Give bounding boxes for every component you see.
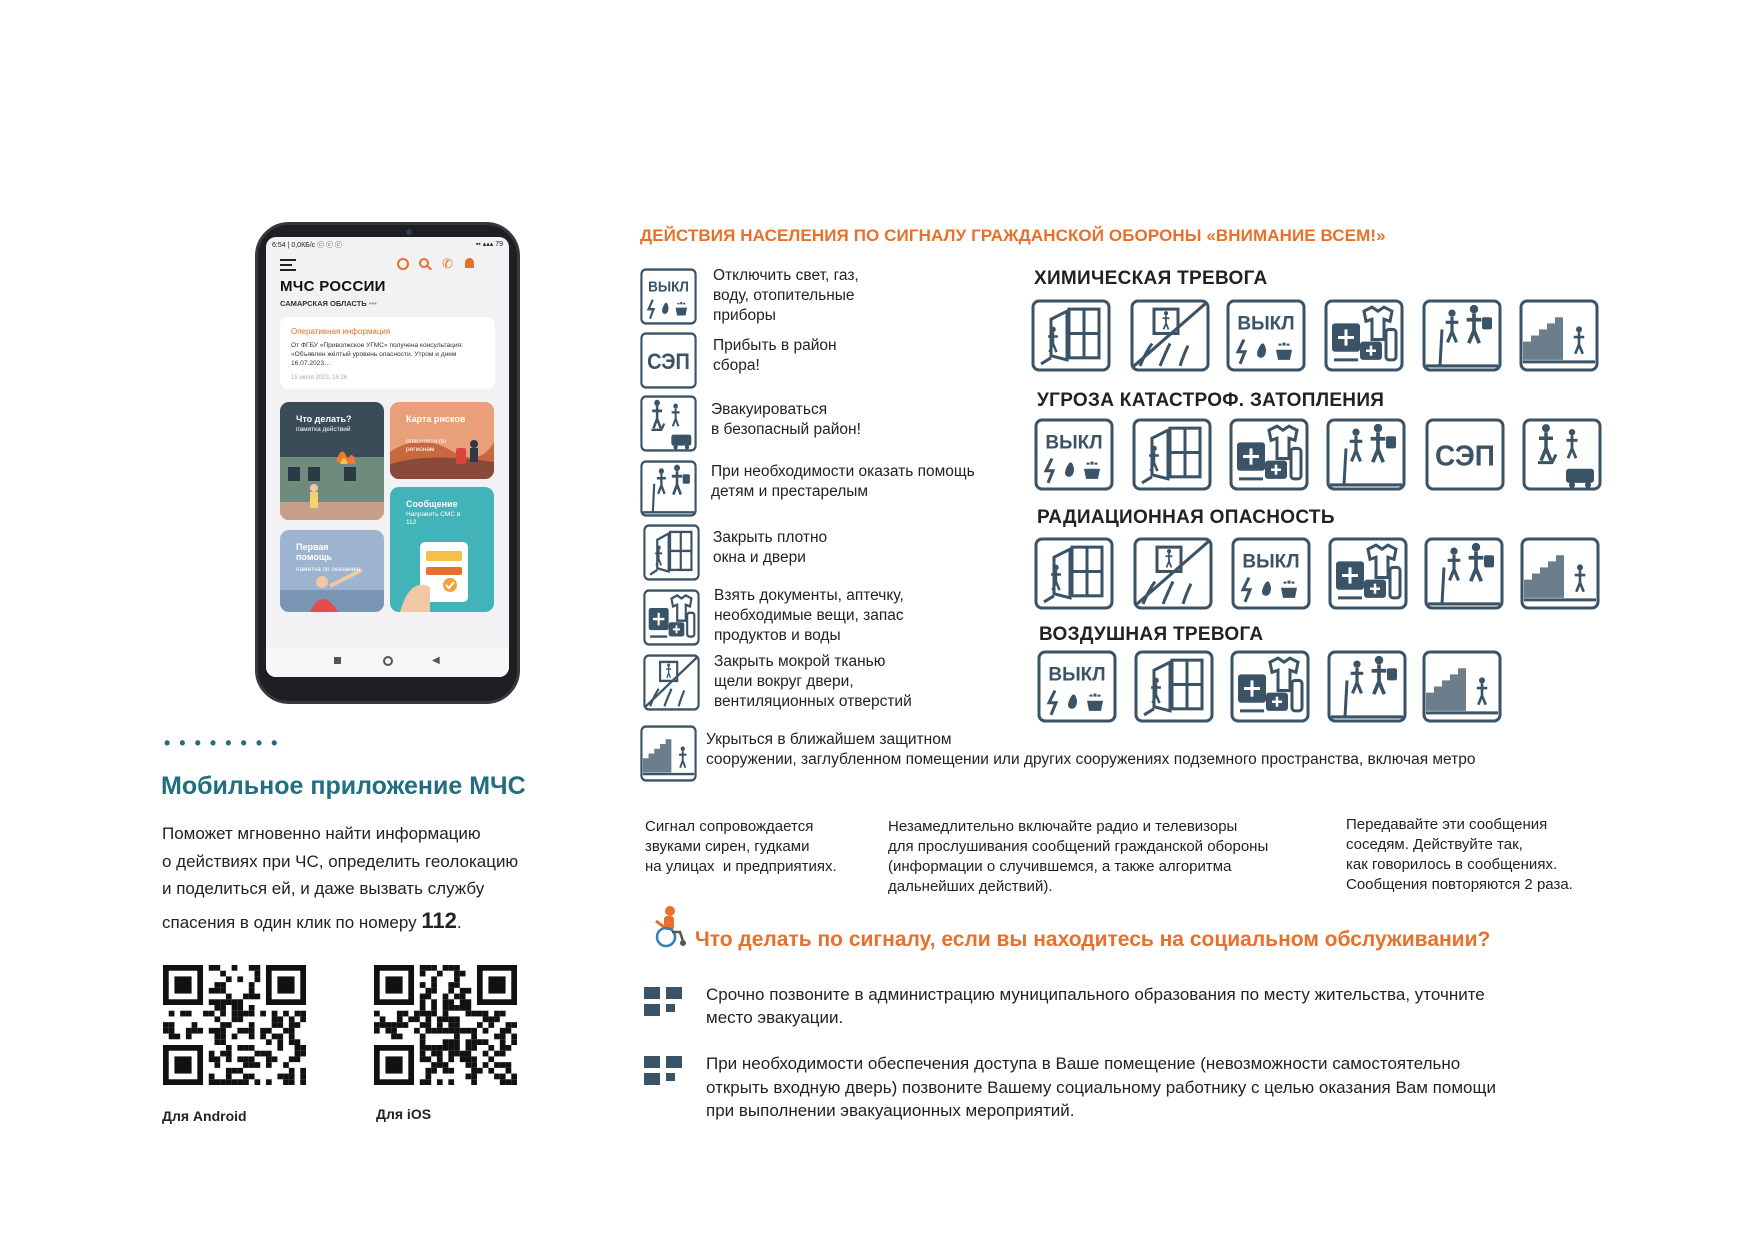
info-card[interactable]	[280, 317, 495, 389]
status-left: 6:54 | 0,0КБ/с ⓒ ⓒ ⓒ	[272, 242, 343, 249]
desc-line: и поделиться ей, и даже вызвать службу	[162, 879, 485, 898]
card-message[interactable]	[390, 487, 494, 612]
take-kit-icon	[1229, 418, 1309, 491]
main-header: ДЕЙСТВИЯ НАСЕЛЕНИЯ ПО СИГНАЛУ ГРАЖДАНСКОЙ ОБОРОНЫ «ВНИМАНИЕ ВСЕМ!»	[640, 226, 1386, 245]
qr-android-label: Для Android	[162, 1108, 247, 1124]
help-elderly-icon	[1422, 299, 1502, 372]
decorative-dots: • • • • • • • •	[164, 733, 280, 753]
legend-text: Эвакуироваться в безопасный район!	[711, 401, 861, 438]
legend-text: Закрыть мокрой тканью щели вокруг двери, вентиляционных отверстий	[714, 653, 912, 710]
emergency-number: 112	[421, 907, 457, 933]
info-text: От ФГБУ «Приволжское УГМС» получена консультация: «Объявлен жёлтый уровень опасности. Утром и днем 16.07.2023…	[291, 342, 463, 367]
note-neighbors: Передавайте эти сообщения соседям. Действуйте так, как говорилось в сообщениях. Сообщения повторяются 2 раза.	[1346, 816, 1573, 893]
phone-icon[interactable]: ✆	[442, 256, 453, 271]
evacuate-icon	[1522, 418, 1602, 491]
legend-text: Закрыть плотно окна и двери	[713, 529, 828, 566]
evacuate-icon	[640, 395, 697, 452]
social-item: Срочно позвоните в администрацию муниципального образования по месту жительства, уточните место эвакуации.	[706, 985, 1485, 1027]
svg-text:СЭП: СЭП	[647, 350, 690, 375]
phone-nav-bar	[266, 647, 509, 677]
phone-mockup	[255, 222, 520, 704]
shelter-icon	[1520, 537, 1600, 610]
help-elderly-icon	[640, 460, 697, 517]
seal-door-icon	[1133, 537, 1213, 610]
card-title: Что делать?	[296, 414, 352, 424]
card-title: Сообщение	[406, 499, 458, 509]
svg-text:ВЫКЛ: ВЫКЛ	[1045, 432, 1103, 454]
app-region[interactable]: САМАРСКАЯ ОБЛАСТЬ •••	[280, 299, 377, 308]
legend-text: При необходимости оказать помощь детям и престарелым	[711, 463, 975, 500]
qr-code-android-image	[163, 965, 306, 1085]
social-question: Что делать по сигналу, если вы находитесь на социальном обслуживании?	[695, 928, 1491, 951]
sep-icon	[640, 332, 697, 389]
legend-text: Взять документы, аптечку, необходимые вещи, запас продуктов и воды	[714, 587, 904, 644]
qr-code-android[interactable]	[163, 965, 306, 1085]
help-elderly-icon	[1326, 418, 1406, 491]
power-off-icon	[640, 268, 697, 325]
social-item: При необходимости обеспечения доступа в Ваше помещение (невозможности самостоятельно открыть входную дверь) позвоните Вашему социальному работнику с целью оказания Вам помощи при выполнении эвакуационных мероприятий.	[706, 1054, 1496, 1120]
section-title-chemical: ХИМИЧЕСКАЯ ТРЕВОГА	[1034, 268, 1268, 289]
seal-door-icon	[643, 654, 700, 711]
shelter-icon	[640, 725, 697, 782]
note-radio: Незамедлительно включайте радио и телевизоры для прослушивания сообщений гражданской обороны (информации о случившемся, а также алгоритма дальнейших действий).	[888, 818, 1269, 895]
close-windows-icon	[1034, 537, 1114, 610]
power-off-icon	[1037, 650, 1117, 723]
app-brand: МЧС РОССИИ	[280, 278, 386, 295]
card-subtitle: памятка по оказанию	[296, 566, 361, 573]
desc-line: Поможет мгновенно найти информацию	[162, 824, 481, 843]
info-title: Оперативная информация	[291, 327, 391, 336]
recent-apps-button[interactable]	[334, 657, 341, 664]
globe-icon[interactable]	[397, 258, 409, 270]
power-off-icon	[1226, 299, 1306, 372]
note-sirens: Сигнал сопровождается звуками сирен, гудками на улицах и предприятиях.	[645, 818, 837, 875]
status-bar	[266, 237, 509, 251]
legend-text: Отключить свет, газ, воду, отопительные приборы	[713, 267, 859, 324]
bell-icon[interactable]	[465, 258, 474, 268]
app-description	[162, 820, 518, 936]
wheelchair-icon	[650, 905, 690, 949]
help-elderly-icon	[1327, 650, 1407, 723]
section-title-radiation: РАДИАЦИОННАЯ ОПАСНОСТЬ	[1037, 507, 1335, 528]
seal-door-icon	[1130, 299, 1210, 372]
help-elderly-icon	[1424, 537, 1504, 610]
svg-text:ВЫКЛ: ВЫКЛ	[1048, 664, 1106, 686]
card-risk-map[interactable]	[390, 402, 494, 479]
status-right: ▪▪ ▴▴▴ 79	[475, 241, 503, 248]
take-kit-icon	[643, 589, 700, 646]
card-title: Первая помощь	[296, 542, 332, 562]
svg-text:СЭП: СЭП	[1435, 439, 1495, 472]
qr-ios-label: Для iOS	[376, 1106, 432, 1122]
qr-code-ios[interactable]	[374, 965, 517, 1085]
close-windows-icon	[1031, 299, 1111, 372]
home-button[interactable]	[383, 656, 393, 666]
power-off-icon	[1034, 418, 1114, 491]
close-windows-icon	[643, 524, 700, 581]
take-kit-icon	[1230, 650, 1310, 723]
card-subtitle: памятка действий	[296, 426, 351, 433]
svg-text:ВЫКЛ: ВЫКЛ	[1242, 551, 1300, 573]
menu-icon[interactable]	[280, 259, 296, 271]
app-title: Мобильное приложение МЧС	[161, 772, 526, 800]
phone-screen	[266, 237, 509, 677]
shelter-icon	[1422, 650, 1502, 723]
back-button[interactable]: ◀	[432, 655, 440, 666]
svg-text:ВЫКЛ: ВЫКЛ	[1237, 313, 1295, 335]
card-title: Карта рисков	[406, 414, 466, 424]
bullet-icon	[644, 1056, 684, 1088]
legend-text: Укрыться в ближайшем защитном сооружении, заглубленном помещении или других сооружениях подземного пространства, включая метро	[706, 731, 1476, 768]
info-date: 15 июля 2023, 15:26	[291, 375, 348, 381]
close-windows-icon	[1134, 650, 1214, 723]
sep-icon	[1425, 418, 1505, 491]
desc-line: о действиях при ЧС, определить геолокацию	[162, 851, 519, 871]
section-title-air-raid: ВОЗДУШНАЯ ТРЕВОГА	[1039, 624, 1264, 645]
search-icon-handle	[427, 266, 432, 271]
section-title-flood: УГРОЗА КАТАСТРОФ. ЗАТОПЛЕНИЯ	[1037, 390, 1385, 411]
svg-text:ВЫКЛ: ВЫКЛ	[648, 279, 689, 296]
take-kit-icon	[1328, 537, 1408, 610]
desc-line-last: спасения в один клик по номеру 112.	[162, 907, 462, 933]
close-windows-icon	[1132, 418, 1212, 491]
camera-icon	[406, 229, 412, 235]
card-what-to-do[interactable]	[280, 402, 384, 520]
shelter-icon	[1519, 299, 1599, 372]
card-subtitle: Направить СМС в 112	[406, 511, 461, 526]
qr-code-ios-image	[374, 965, 517, 1085]
bullet-icon	[644, 987, 684, 1019]
take-kit-icon	[1324, 299, 1404, 372]
card-first-aid[interactable]	[280, 530, 384, 612]
power-off-icon	[1231, 537, 1311, 610]
legend-text: Прибыть в район сбора!	[713, 337, 837, 374]
card-subtitle: опасности по регионам	[406, 438, 447, 453]
